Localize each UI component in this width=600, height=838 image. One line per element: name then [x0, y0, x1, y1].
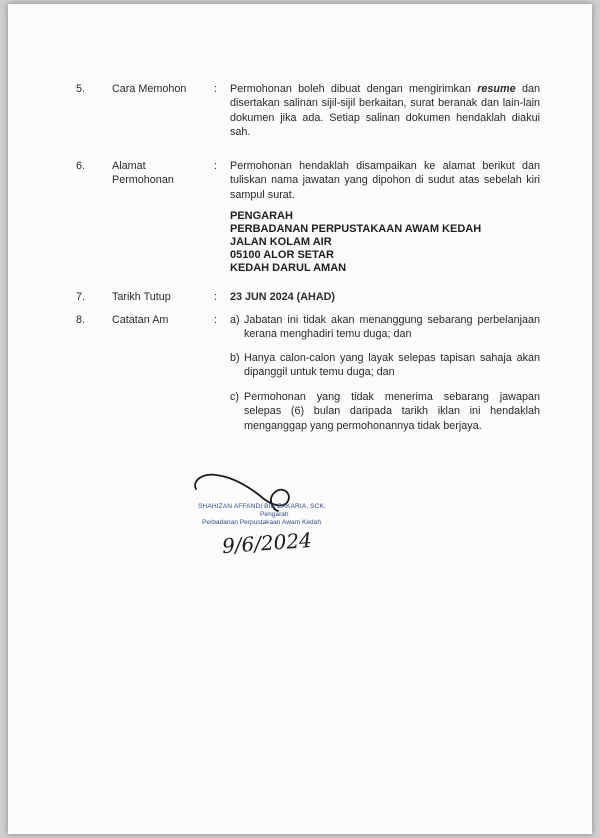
- document-page: [8, 4, 592, 834]
- note-item-b-mark: b): [230, 352, 240, 364]
- note-item-c-mark: c): [230, 391, 239, 403]
- section-6-text: Permohonan hendaklah disampaikan ke alamat berikut dan tuliskan nama jawatan yang dipohon di sudut atas sebelah kiri sampul surat.: [230, 160, 540, 201]
- handwritten-date: 9/6/2024: [221, 527, 313, 559]
- section-8-label: Catatan Am: [112, 314, 169, 326]
- signatory-role: Pengarah: [260, 511, 289, 518]
- section-5-text: Permohonan boleh dibuat dengan mengirimkan resume dan disertakan salinan sijil-sijil berkaitan, surat beranak dan lain-lain dokumen jika ada. Setiap salinan dokumen hendaklah diakui sah.: [230, 83, 540, 139]
- section-5-number: 5.: [76, 83, 86, 95]
- section-8-colon: :: [214, 314, 217, 326]
- note-item-c-text: Permohonan yang tidak menerima sebarang jawapan selepas (6) bulan daripada tarikh iklan ini hendaklah menganggap yang permohonannya tidak berjaya.: [244, 391, 540, 432]
- section-7-colon: :: [214, 291, 217, 303]
- section-5-colon: :: [214, 83, 217, 95]
- resume-emphasis: resume: [477, 83, 516, 95]
- closing-date: 23 JUN 2024 (AHAD): [230, 291, 336, 303]
- section-8-number: 8.: [76, 314, 86, 326]
- note-item-a-text: Jabatan ini tidak akan menanggung sebarang perbelanjaan kerana menghadiri temu duga; dan: [244, 314, 540, 341]
- section-6-label-line1: Alamat: [112, 160, 146, 172]
- section-6-colon: :: [214, 160, 217, 172]
- section-6-label-line2: Permohonan: [112, 174, 174, 186]
- address-line-2: PERBADANAN PERPUSTAKAAN AWAM KEDAH: [230, 223, 482, 235]
- section-7-number: 7.: [76, 291, 86, 303]
- note-item-b: [230, 351, 540, 380]
- address-line-1: PENGARAH: [230, 210, 293, 222]
- address-line-3: JALAN KOLAM AIR: [230, 236, 332, 248]
- address-line-5: KEDAH DARUL AMAN: [230, 262, 347, 274]
- note-item-b-text: Hanya calon-calon yang layak selepas tapisan sahaja akan dipanggil untuk temu duga; dan: [244, 352, 540, 379]
- signatory-name: SHAHIZAN AFFANDI BIN ZAKARIA, SCK.: [198, 503, 326, 510]
- section-6-number: 6.: [76, 160, 86, 172]
- signatory-organization: Perbadanan Perpustakaan Awam Kedah: [202, 519, 322, 526]
- section-7-label: Tarikh Tutup: [112, 291, 171, 303]
- note-item-a-mark: a): [230, 314, 240, 326]
- address-line-4: 05100 ALOR SETAR: [230, 249, 334, 261]
- handwritten-signature: [188, 459, 298, 519]
- section-5-label: Cara Memohon: [112, 83, 187, 95]
- note-item-a: [230, 313, 540, 342]
- note-item-c: [230, 390, 540, 433]
